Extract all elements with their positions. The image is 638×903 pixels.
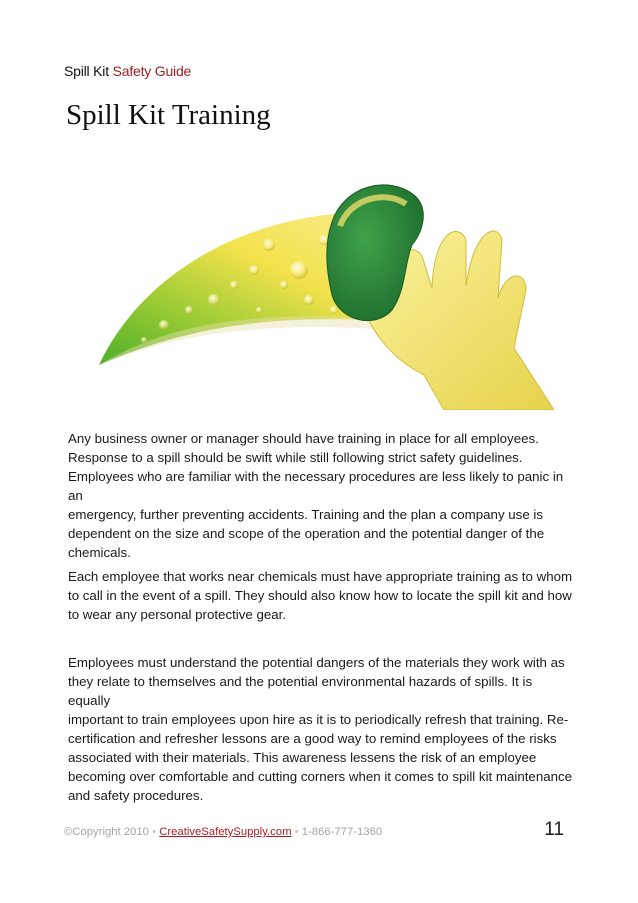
page-title: Spill Kit Training — [66, 99, 271, 131]
page-footer — [64, 826, 382, 838]
page-number: 11 — [544, 819, 564, 840]
header-subtitle: Safety Guide — [112, 63, 192, 79]
footer-phone: 1-866-777-1360 — [301, 826, 383, 838]
paragraph-1 — [68, 429, 573, 562]
paragraph-2-text: Each employee that works near chemicals must have appropriate training as to whom to call in the event of a spill. They should also know how to locate the spill kit and how to wear any personal protective gear. — [68, 569, 573, 622]
paragraph-1-text: Any business owner or manager should have training in place for all employees. Response to a spill should be swift while still following strict safety guidelines. Employees who are familiar with the necessary procedures are less likely to panic in an emergency, further preventing accidents. Training and the plan a company use is dependent on the size and scope of the operation and the potential danger of the chemicals. — [68, 431, 564, 560]
paragraph-2 — [68, 567, 573, 624]
paragraph-3 — [68, 653, 573, 805]
glove-sponge-wave-illustration — [94, 170, 556, 410]
paragraph-3-text: Employees must understand the potential dangers of the materials they work with as they relate to themselves and the potential environmental hazards of spills. It is equally important to train employees upon hire as it is to periodically refresh that training. Re- certification and refresher lessons are a good way to remind employees of the risks associated with their materials. This awareness lessens the risk of an employee becoming over comfortable and cutting corners when it comes to spill kit maintenance and safety procedures. — [68, 655, 573, 803]
header-brand: Spill Kit — [64, 63, 109, 79]
footer-separator: • — [152, 826, 157, 838]
footer-separator: • — [294, 826, 299, 838]
running-header — [64, 63, 191, 79]
footer-copyright: ©Copyright 2010 — [64, 826, 149, 838]
footer-website-link[interactable]: CreativeSafetySupply.com — [159, 826, 292, 838]
